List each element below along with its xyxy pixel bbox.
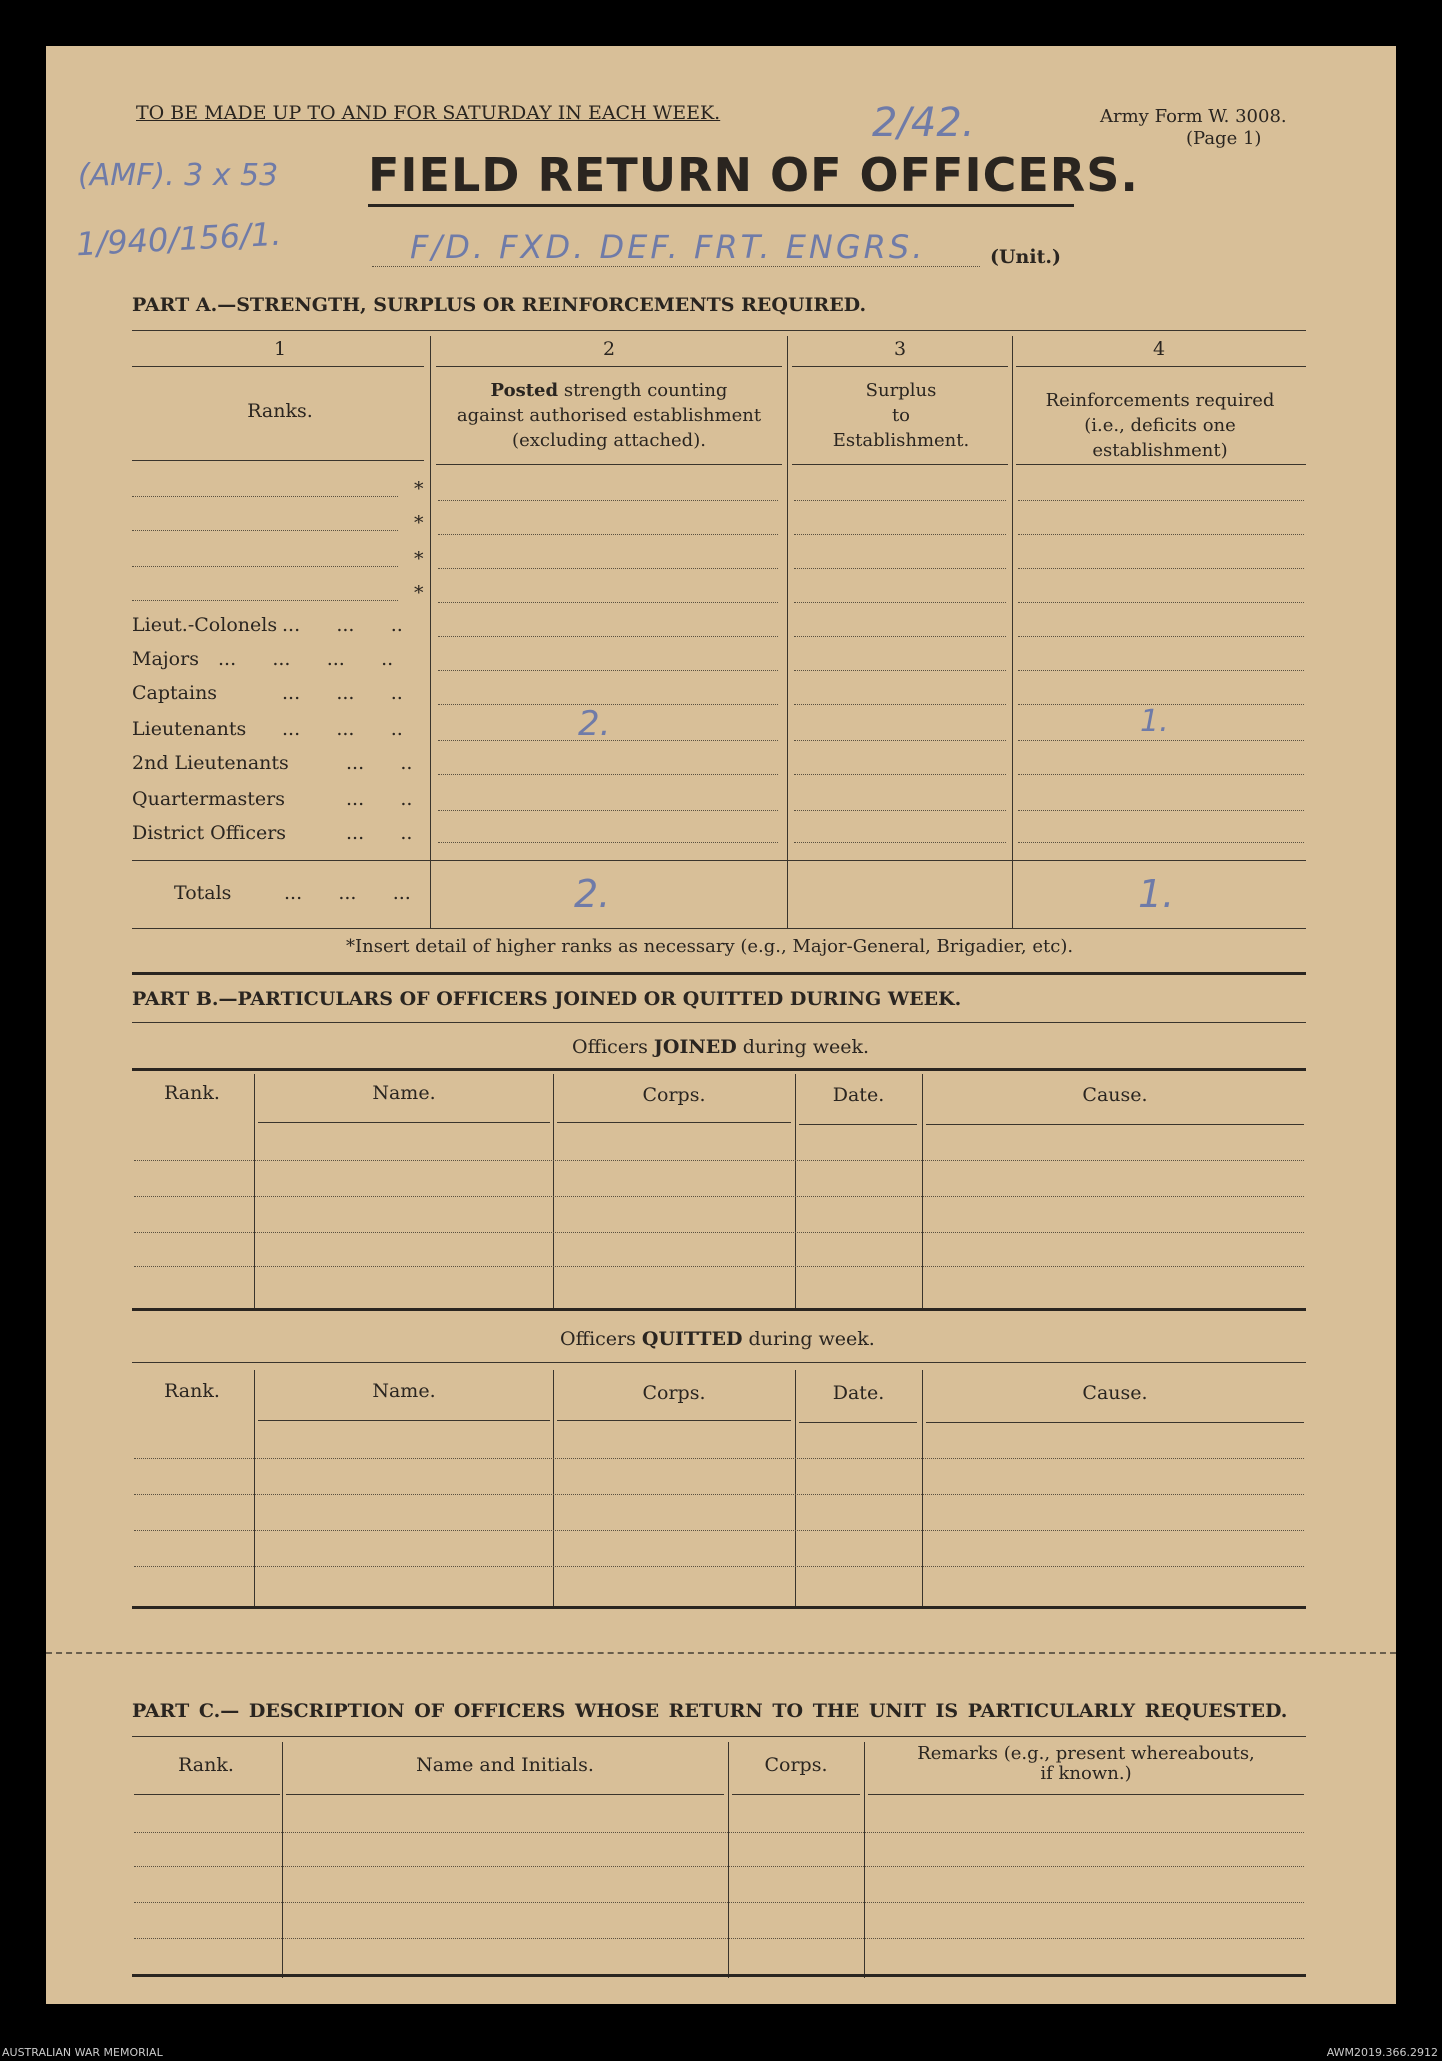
handwritten-unit: F/D. FXD. DEF. FRT. ENGRS. bbox=[410, 228, 926, 266]
lieutenants-reinforcements-value: 1. bbox=[1140, 704, 1169, 739]
quitted-col-date: Date. bbox=[832, 1382, 885, 1404]
quitted-table-top bbox=[132, 1362, 1306, 1363]
quitted-col-cause: Cause. bbox=[1082, 1382, 1148, 1404]
asterisk: * bbox=[414, 548, 424, 570]
surplus-l3: Establishment. bbox=[832, 430, 970, 451]
totals-posted-value: 2. bbox=[574, 872, 611, 916]
part-c-col-rank: Rank. bbox=[178, 1754, 234, 1776]
part-c-col-name: Name and Initials. bbox=[416, 1754, 594, 1776]
col-number-2: 2 bbox=[602, 338, 616, 360]
part-c-bottom-rule bbox=[132, 1974, 1306, 1977]
rule bbox=[792, 464, 1008, 465]
lieutenants-posted-value: 2. bbox=[578, 704, 611, 744]
handwritten-date: 2/42. bbox=[872, 100, 975, 146]
rule bbox=[132, 460, 424, 461]
joined-col-name: Name. bbox=[372, 1082, 436, 1104]
part-a-heading: PART A.—STRENGTH, SURPLUS OR REINFORCEMENTS REQUIRED. bbox=[132, 294, 867, 316]
unit-label: (Unit.) bbox=[990, 246, 1061, 268]
posted-line2: against authorised establishment bbox=[456, 405, 762, 426]
instruction-line: TO BE MADE UP TO AND FOR SATURDAY IN EACH WEEK. bbox=[136, 102, 721, 124]
rank-row-2nd-lieutenants: 2nd Lieutenants ... .. bbox=[132, 752, 413, 774]
rule bbox=[132, 1022, 1306, 1023]
part-b-heading: PART B.—PARTICULARS OF OFFICERS JOINED OR QUITTED DURING WEEK. bbox=[132, 988, 962, 1010]
col-number-4: 4 bbox=[1152, 338, 1166, 360]
joined-table-bottom bbox=[132, 1308, 1306, 1311]
perforation-line bbox=[46, 1652, 1396, 1654]
rank-row-lt-colonels: Lieut.-Colonels ... ... .. bbox=[132, 614, 403, 636]
reinf-l1: Reinforcements required bbox=[1045, 390, 1275, 411]
blank-rank-line bbox=[132, 600, 398, 601]
part-a-bottom-rule bbox=[132, 972, 1306, 975]
handwritten-ref1: (AMF). 3 x 53 bbox=[78, 158, 279, 193]
joined-subheading: Officers JOINED during week. bbox=[572, 1036, 870, 1058]
posted-rest: strength counting bbox=[563, 380, 728, 401]
joined-col-date: Date. bbox=[832, 1084, 885, 1106]
rank-row-quartermasters: Quartermasters ... .. bbox=[132, 788, 413, 810]
rule bbox=[132, 1736, 1306, 1737]
reinf-l2: (i.e., deficits one establishment) bbox=[1084, 415, 1236, 461]
posted-bold: Posted bbox=[490, 380, 559, 401]
asterisk: * bbox=[414, 478, 424, 500]
quitted-col-corps: Corps. bbox=[642, 1382, 706, 1404]
page-number: (Page 1) bbox=[1186, 128, 1262, 149]
rule bbox=[1016, 366, 1306, 367]
quitted-subheading: Officers QUITTED during week. bbox=[560, 1328, 875, 1350]
rank-row-captains: Captains ... ... .. bbox=[132, 682, 403, 704]
rule bbox=[1016, 464, 1306, 465]
remarks-l1: Remarks (e.g., present whereabouts, bbox=[917, 1743, 1255, 1764]
rank-row-district-officers: District Officers ... .. bbox=[132, 822, 413, 844]
col-number-3: 3 bbox=[893, 338, 907, 360]
rank-row-majors: Majors ... ... ... .. bbox=[132, 648, 394, 670]
blank-rank-line bbox=[132, 566, 398, 567]
totals-reinforcements-value: 1. bbox=[1138, 872, 1175, 916]
blank-rank-line bbox=[132, 496, 398, 497]
joined-col-cause: Cause. bbox=[1082, 1084, 1148, 1106]
joined-col-rank: Rank. bbox=[164, 1082, 220, 1104]
unit-line bbox=[372, 266, 980, 267]
rule bbox=[436, 366, 782, 367]
surplus-l2: to bbox=[891, 405, 911, 426]
totals-row: Totals ... ... ... bbox=[174, 882, 411, 904]
part-c-col-corps: Corps. bbox=[764, 1754, 828, 1776]
footer-left: AUSTRALIAN WAR MEMORIAL bbox=[2, 2046, 163, 2059]
quitted-col-rank: Rank. bbox=[164, 1380, 220, 1402]
surplus-header bbox=[790, 378, 1012, 453]
col-divider-3 bbox=[1012, 336, 1013, 928]
surplus-l1: Surplus bbox=[865, 380, 937, 401]
posted-header bbox=[434, 378, 784, 453]
col-divider-1 bbox=[430, 336, 431, 928]
asterisk: * bbox=[414, 582, 424, 604]
quitted-col-name: Name. bbox=[372, 1380, 436, 1402]
totals-rule bbox=[132, 860, 1306, 861]
quitted-table-bottom bbox=[132, 1606, 1306, 1609]
form-number: Army Form W. 3008. bbox=[1100, 106, 1287, 127]
footnote: *Insert detail of higher ranks as necessary (e.g., Major-General, Brigadier, etc). bbox=[346, 936, 1074, 957]
col-number-1: 1 bbox=[273, 338, 287, 360]
rule bbox=[132, 366, 424, 367]
joined-table-top bbox=[132, 1068, 1306, 1071]
posted-line3: (excluding attached). bbox=[512, 430, 706, 451]
part-c-col-remarks bbox=[866, 1744, 1306, 1784]
ranks-header: Ranks. bbox=[247, 400, 313, 422]
part-c-heading: PART C.— DESCRIPTION OF OFFICERS WHOSE RETURN TO THE UNIT IS PARTICULARLY REQUESTED. bbox=[132, 1700, 1288, 1722]
rule bbox=[436, 464, 782, 465]
page-title: FIELD RETURN OF OFFICERS. bbox=[368, 148, 1074, 207]
col-divider-2 bbox=[787, 336, 788, 928]
part-a-top-rule bbox=[132, 330, 1306, 331]
blank-rank-line bbox=[132, 530, 398, 531]
rank-row-lieutenants: Lieutenants ... ... .. bbox=[132, 718, 403, 740]
asterisk: * bbox=[414, 512, 424, 534]
reinforcements-header bbox=[1014, 388, 1306, 463]
remarks-l2: if known.) bbox=[1040, 1763, 1132, 1784]
joined-col-corps: Corps. bbox=[642, 1084, 706, 1106]
rule bbox=[792, 366, 1008, 367]
handwritten-ref2: 1/940/156/1. bbox=[75, 214, 283, 264]
footer-right: AWM2019.366.2912 bbox=[1326, 2046, 1438, 2059]
rule bbox=[132, 928, 1306, 929]
